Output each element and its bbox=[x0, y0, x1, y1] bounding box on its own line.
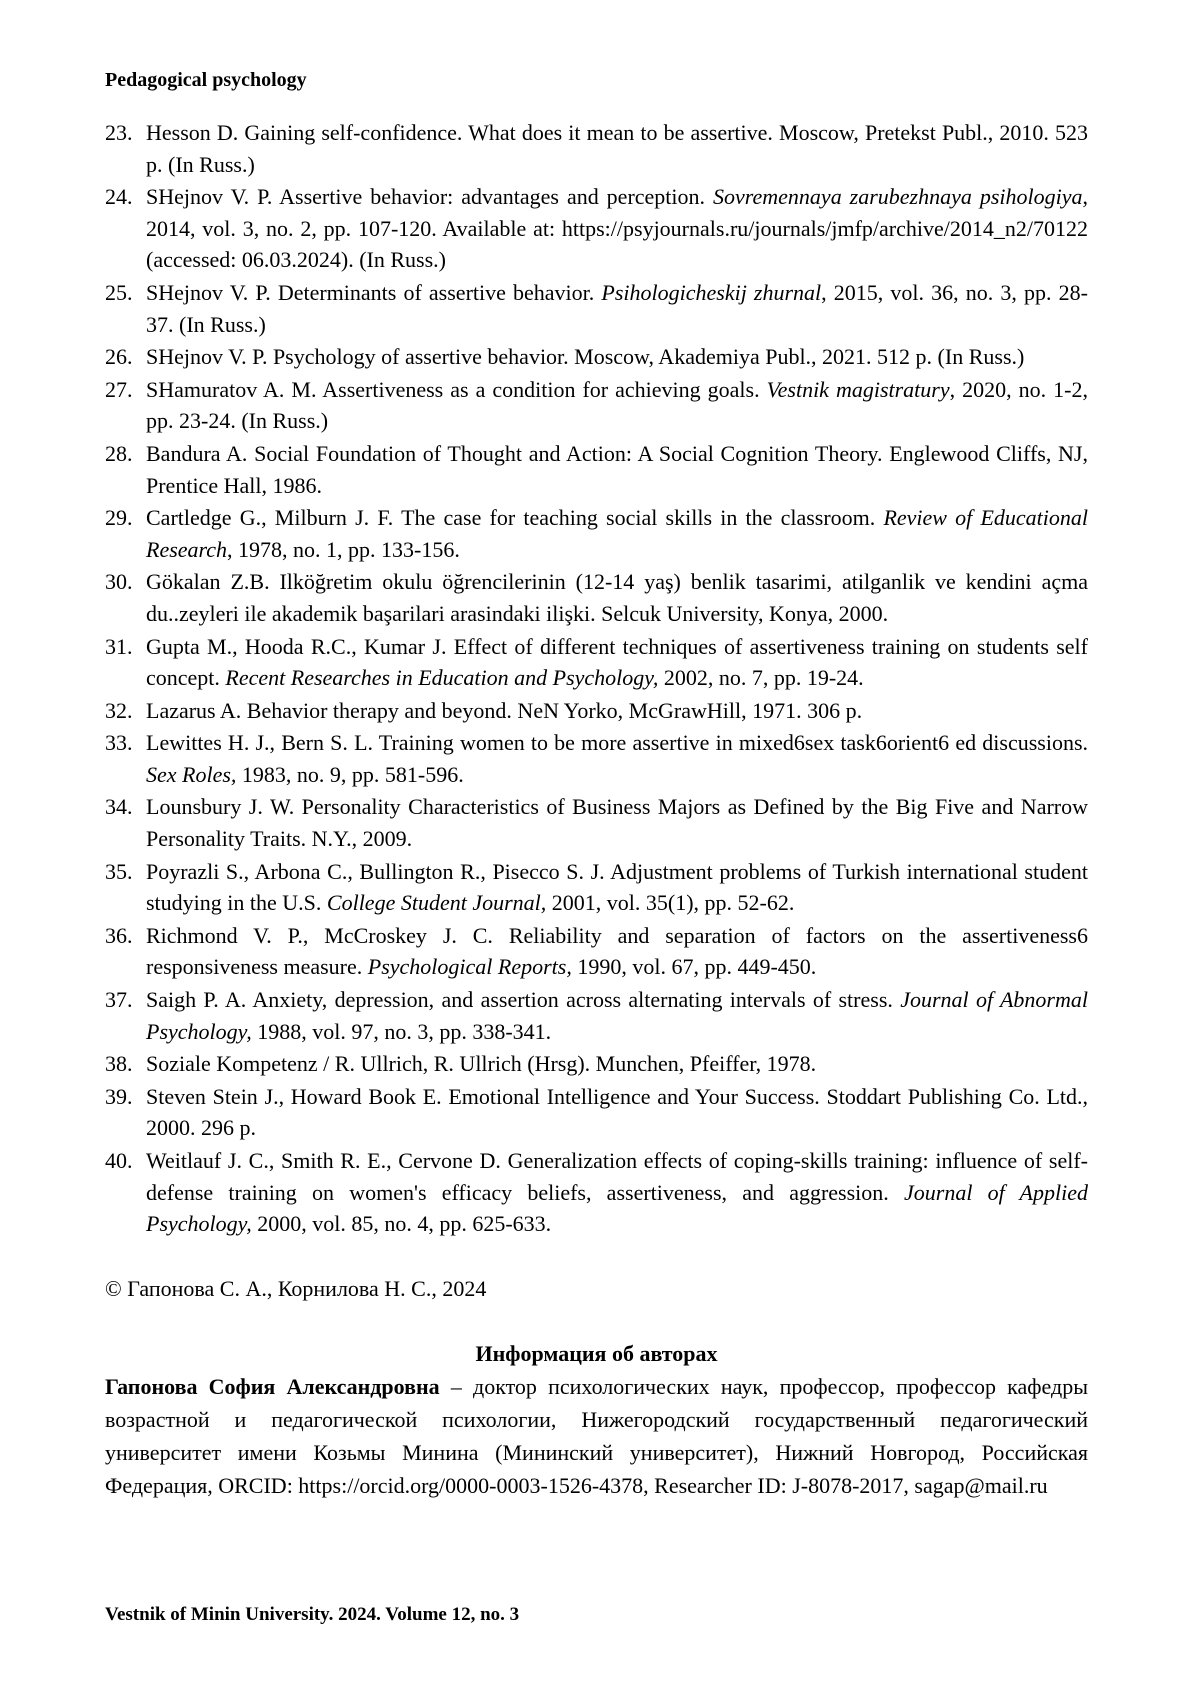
text-segment: – доктор психологических наук, профессор, профессор кафедры возрастной и педагогической психологии, Нижегородский государственный педагогический университет имени Козьмы Минина (Мининский университет), Нижний Новгород, Российская Федерация, ORCID: https://orcid.org/0000-0003-1526-4378, Researcher ID: J-8078-2017, sagap@mail.ru bbox=[105, 1373, 1088, 1498]
reference-item bbox=[105, 1081, 1088, 1144]
text-segment: 2002, no. 7, pp. 19-24. bbox=[658, 665, 864, 691]
reference-text bbox=[146, 987, 1088, 1044]
text-segment: Journal of Applied Psychology, bbox=[146, 1179, 1088, 1237]
reference-item bbox=[105, 341, 1088, 373]
reference-number: 37. bbox=[105, 987, 133, 1013]
text-segment: Review of Educational Research bbox=[146, 505, 1088, 562]
reference-number: 26. bbox=[105, 344, 133, 370]
reference-text bbox=[146, 120, 1088, 177]
reference-item bbox=[105, 181, 1088, 276]
text-segment: , 2014, vol. 3, no. 2, pp. 107-120. Available at: https://psyjournals.ru/journals/jmfp/archive/2014_n2/70122 (accessed: 06.03.2024). (In Russ.) bbox=[146, 184, 1089, 273]
text-segment: Sex Roles, bbox=[146, 761, 237, 787]
reference-item bbox=[105, 920, 1088, 983]
text-segment: Gupta M., Hooda R.C., Kumar J. Effect of different techniques of assertiveness training on students self concept. bbox=[146, 633, 1088, 691]
reference-list bbox=[105, 117, 1088, 1240]
reference-number: 38. bbox=[105, 1051, 133, 1077]
text-segment: Lounsbury J. W. Personality Characteristics of Business Majors as Defined by the Big Five and Narrow Personality Traits. N.Y., 2009. bbox=[146, 794, 1088, 852]
reference-item bbox=[105, 277, 1088, 340]
text-segment: Sovremennaya zarubezhnaya psihologiya bbox=[713, 184, 1083, 210]
text-segment: Vestnik magistratury bbox=[766, 376, 950, 402]
text-segment: Cartledge G., Milburn J. F. The case for teaching social skills in the classroom. bbox=[146, 505, 884, 531]
text-segment: Gökalan Z.B. Ilköğretim okulu öğrencilerinin (12-14 yaş) benlik tasarimi, atilganlik ve kendini açma du..zeyleri ile akademik başarilari arasindaki ilişki. Selcuk University, Konya, 2000. bbox=[146, 569, 1088, 626]
reference-number: 25. bbox=[105, 279, 133, 305]
text-segment: Journal of Abnormal Psychology, bbox=[146, 987, 1088, 1044]
reference-text bbox=[146, 698, 862, 723]
reference-number: 28. bbox=[105, 440, 133, 466]
text-segment: Richmond V. P., McCroskey J. C. Reliability and separation of factors on the assertiveness6 responsiveness measure. bbox=[146, 922, 1088, 980]
reference-text bbox=[146, 794, 1088, 851]
reference-text bbox=[146, 730, 1088, 787]
reference-item bbox=[105, 1145, 1088, 1240]
reference-text bbox=[146, 859, 1088, 916]
reference-number: 39. bbox=[105, 1083, 133, 1109]
reference-text bbox=[146, 1051, 816, 1076]
reference-item bbox=[105, 984, 1088, 1047]
reference-item bbox=[105, 117, 1088, 180]
text-segment: , 1978, no. 1, pp. 133-156. bbox=[227, 536, 460, 562]
text-segment: 2000, vol. 85, no. 4, pp. 625-633. bbox=[251, 1211, 552, 1237]
reference-number: 31. bbox=[105, 633, 133, 659]
authors-info-heading: Информация об авторах bbox=[475, 1340, 718, 1366]
text-segment: Bandura A. Social Foundation of Thought and Action: A Social Cognition Theory. Englewood Cliffs, NJ, Prentice Hall, 1986. bbox=[146, 440, 1088, 498]
reference-item bbox=[105, 566, 1088, 629]
reference-text bbox=[146, 1148, 1088, 1236]
reference-text bbox=[146, 505, 1088, 562]
reference-text bbox=[146, 441, 1088, 498]
copyright-line: © Гапонова С. А., Корнилова Н. С., 2024 bbox=[105, 1275, 487, 1301]
reference-number: 23. bbox=[105, 120, 133, 145]
reference-text bbox=[146, 344, 1024, 369]
reference-number: 33. bbox=[105, 730, 133, 756]
journal-footer: Vestnik of Minin University. 2024. Volume 12, no. 3 bbox=[105, 1604, 520, 1625]
reference-text bbox=[146, 569, 1088, 626]
reference-number: 27. bbox=[105, 376, 133, 402]
reference-item bbox=[105, 695, 1088, 727]
text-segment: , 2015, vol. 36, no. 3, pp. 28-37. (In Russ.) bbox=[146, 279, 1088, 337]
text-segment: Lewittes H. J., Bern S. L. Training women to be more assertive in mixed6sex task6orient6 ed discussions. bbox=[146, 730, 1088, 756]
text-segment: Soziale Kompetenz / R. Ullrich, R. Ullrich (Hrsg). Munchen, Pfeiffer, 1978. bbox=[146, 1051, 817, 1077]
text-segment: Hesson D. Gaining self-confidence. What does it mean to be assertive. Moscow, Pretekst Publ., 2010. 523 p. (In Russ.) bbox=[146, 120, 1088, 177]
text-segment: SHejnov V. P. Psychology of assertive behavior. Moscow, Akademiya Publ., 2021. 512 p. (In Russ.) bbox=[146, 344, 1025, 370]
text-segment: SHejnov V. P. Determinants of assertive behavior. bbox=[146, 279, 602, 305]
reference-number: 24. bbox=[105, 184, 133, 210]
reference-item bbox=[105, 856, 1088, 919]
text-segment: Гапонова София Александровна bbox=[105, 1373, 440, 1399]
reference-item bbox=[105, 374, 1088, 437]
reference-text bbox=[146, 280, 1088, 337]
reference-text bbox=[146, 923, 1088, 980]
reference-item bbox=[105, 1048, 1088, 1080]
reference-number: 34. bbox=[105, 794, 133, 820]
reference-number: 40. bbox=[105, 1148, 133, 1173]
running-head: Pedagogical psychology bbox=[105, 69, 307, 91]
reference-item bbox=[105, 438, 1088, 501]
text-segment: 1988, vol. 97, no. 3, pp. 338-341. bbox=[251, 1018, 552, 1044]
reference-item bbox=[105, 727, 1088, 790]
text-segment: Recent Researches in Education and Psychology, bbox=[225, 665, 659, 691]
reference-text bbox=[146, 634, 1088, 691]
text-segment: Psihologicheskij zhurnal bbox=[601, 279, 822, 305]
reference-text bbox=[146, 184, 1088, 272]
text-segment: Steven Stein J., Howard Book E. Emotional Intelligence and Your Success. Stoddart Publishing Co. Ltd., 2000. 296 p. bbox=[146, 1083, 1088, 1141]
text-segment: 2001, vol. 35(1), pp. 52-62. bbox=[546, 890, 795, 916]
author-bio-paragraph bbox=[105, 1370, 1088, 1502]
reference-text bbox=[146, 1084, 1088, 1141]
reference-number: 29. bbox=[105, 505, 133, 531]
reference-number: 30. bbox=[105, 569, 133, 595]
reference-item bbox=[105, 791, 1088, 854]
reference-number: 32. bbox=[105, 697, 133, 723]
reference-item bbox=[105, 631, 1088, 694]
text-segment: Poyrazli S., Arbona C., Bullington R., Pisecco S. J. Adjustment problems of Turkish international student studying in the U.S. bbox=[146, 858, 1088, 916]
text-segment: Lazarus A. Behavior therapy and beyond. NeN Yorko, McGrawHill, 1971. 306 p. bbox=[146, 697, 863, 723]
text-segment: , 2020, no. 1-2, pp. 23-24. (In Russ.) bbox=[146, 376, 1089, 434]
text-segment: 1990, vol. 67, pp. 449-450. bbox=[571, 954, 817, 980]
reference-number: 35. bbox=[105, 858, 133, 884]
text-segment: Saigh P. A. Anxiety, depression, and assertion across alternating intervals of stress. bbox=[146, 987, 901, 1013]
text-segment: Psychological Reports, bbox=[367, 954, 572, 980]
text-segment: 1983, no. 9, pp. 581-596. bbox=[236, 761, 464, 787]
text-segment: Weitlauf J. C., Smith R. E., Cervone D. Generalization effects of coping-skills training: influence of self-defense training on women's efficacy beliefs, assertiveness, and aggression. bbox=[146, 1148, 1088, 1205]
reference-number: 36. bbox=[105, 922, 133, 948]
text-segment: SHamuratov A. M. Assertiveness as a condition for achieving goals. bbox=[146, 376, 767, 402]
reference-item bbox=[105, 502, 1088, 565]
text-segment: College Student Journal, bbox=[326, 890, 547, 916]
reference-text bbox=[146, 377, 1088, 434]
text-segment: SHejnov V. P. Assertive behavior: advantages and perception. bbox=[146, 184, 713, 210]
